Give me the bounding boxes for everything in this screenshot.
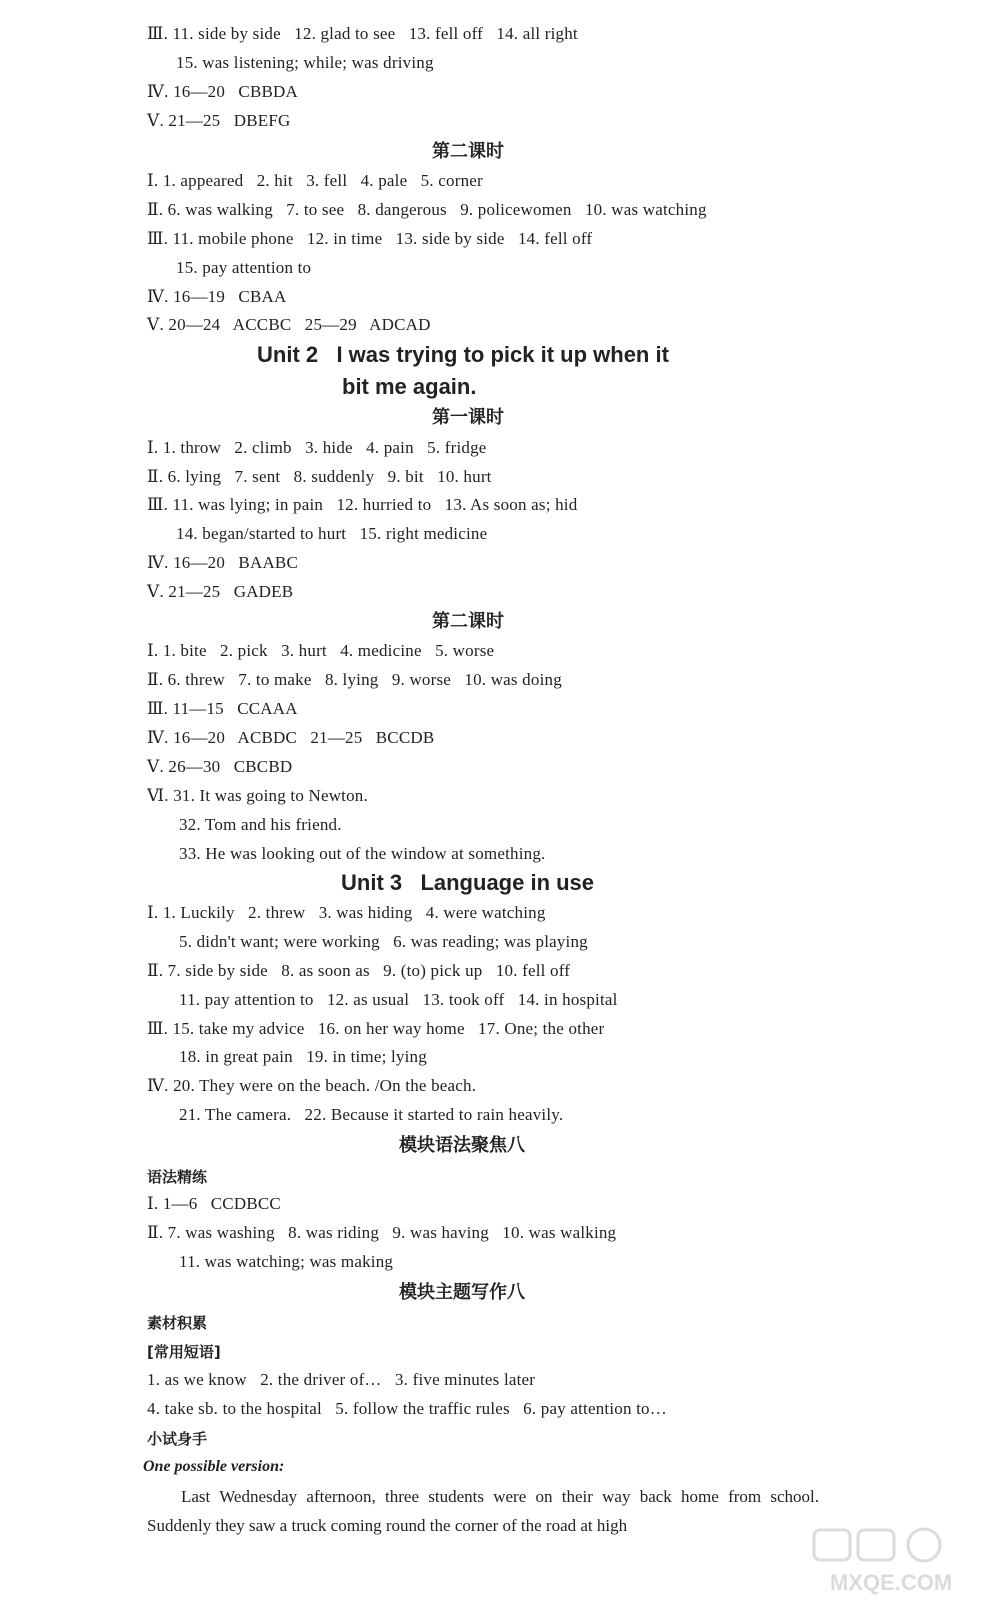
section-label: 小试身手 — [147, 1430, 208, 1448]
answer-line: Ⅰ. 1—6 CCDBCC — [147, 1194, 281, 1213]
lesson-heading: 第二课时 — [432, 141, 504, 162]
answer-line: Ⅴ. 21—25 GADEB — [147, 582, 294, 601]
section-label: 素材积累 — [147, 1314, 208, 1332]
answer-line: 33. He was looking out of the window at something. — [179, 844, 546, 863]
answer-line: Ⅰ. 1. appeared 2. hit 3. fell 4. pale 5. corner — [147, 171, 483, 190]
answer-line: Ⅳ. 16—19 CBAA — [147, 287, 287, 306]
module-heading: 模块语法聚焦八 — [399, 1135, 525, 1156]
answer-line: Ⅴ. 26—30 CBCBD — [147, 757, 293, 776]
answer-line: 11. pay attention to 12. as usual 13. took off 14. in hospital — [179, 990, 618, 1009]
version-label: One possible version: — [143, 1458, 285, 1475]
unit-title-continued: bit me again. — [342, 374, 477, 399]
answer-line: 21. The camera. 22. Because it started to rain heavily. — [179, 1105, 564, 1124]
answer-line: 14. began/started to hurt 15. right medicine — [176, 524, 488, 543]
answer-line: 18. in great pain 19. in time; lying — [179, 1047, 427, 1066]
answer-line: Ⅱ. 6. was walking 7. to see 8. dangerous 9. policewomen 10. was watching — [147, 200, 707, 219]
answer-line: 1. as we know 2. the driver of… 3. five minutes later — [147, 1370, 536, 1389]
module-heading: 模块主题写作八 — [399, 1282, 525, 1303]
answer-line: Ⅲ. 15. take my advice 16. on her way home 17. One; the other — [147, 1019, 605, 1038]
answer-line: Ⅱ. 7. was washing 8. was riding 9. was having 10. was walking — [147, 1223, 617, 1242]
lesson-heading: 第二课时 — [432, 611, 504, 632]
answer-line: Ⅲ. 11. mobile phone 12. in time 13. side by side 14. fell off — [147, 229, 593, 248]
answer-line: 32. Tom and his friend. — [179, 815, 342, 834]
answer-line: Ⅱ. 7. side by side 8. as soon as 9. (to) pick up 10. fell off — [147, 961, 571, 980]
answer-line: Ⅵ. 31. It was going to Newton. — [147, 786, 368, 805]
section-label: 语法精练 — [147, 1168, 208, 1186]
answer-line: Ⅴ. 20—24 ACCBC 25—29 ADCAD — [147, 315, 431, 334]
answer-line: Ⅳ. 16—20 CBBDA — [147, 82, 299, 101]
answer-line: 15. was listening; while; was driving — [176, 53, 434, 72]
answer-line: Ⅳ. 16—20 ACBDC 21—25 BCCDB — [147, 728, 435, 747]
answer-line: Ⅰ. 1. Luckily 2. threw 3. was hiding 4. were watching — [147, 903, 546, 922]
sample-essay-paragraph: Last Wednesday afternoon, three students were on their way back home from school. Suddenly they saw a truck coming round the corner of the road at high — [147, 1487, 819, 1535]
section-label: [常用短语] — [147, 1343, 221, 1361]
answer-line: Ⅴ. 21—25 DBEFG — [147, 111, 291, 130]
watermark-logo — [812, 1526, 992, 1596]
answer-line: 11. was watching; was making — [179, 1252, 394, 1271]
answer-line: 5. didn't want; were working 6. was reading; was playing — [179, 932, 588, 951]
answer-line: 15. pay attention to — [176, 258, 312, 277]
watermark-text: MXQE.COM — [830, 1570, 953, 1595]
answer-line: Ⅰ. 1. throw 2. climb 3. hide 4. pain 5. fridge — [147, 438, 487, 457]
answer-line: Ⅱ. 6. lying 7. sent 8. suddenly 9. bit 10. hurt — [147, 467, 492, 486]
unit-title: Unit 2 I was trying to pick it up when it — [257, 342, 669, 367]
answer-line: 4. take sb. to the hospital 5. follow the traffic rules 6. pay attention to… — [147, 1399, 667, 1418]
answer-line: Ⅱ. 6. threw 7. to make 8. lying 9. worse 10. was doing — [147, 670, 562, 689]
answer-line: Ⅲ. 11—15 CCAAA — [147, 699, 298, 718]
unit-title: Unit 3 Language in use — [341, 870, 595, 895]
lesson-heading: 第一课时 — [432, 407, 504, 428]
answer-line: Ⅳ. 16—20 BAABC — [147, 553, 299, 572]
answer-line: Ⅰ. 1. bite 2. pick 3. hurt 4. medicine 5. worse — [147, 641, 495, 660]
answer-line: Ⅲ. 11. was lying; in pain 12. hurried to 13. As soon as; hid — [147, 495, 578, 514]
answer-line: Ⅳ. 20. They were on the beach. /On the beach. — [147, 1076, 477, 1095]
answer-line: Ⅲ. 11. side by side 12. glad to see 13. fell off 14. all right — [147, 24, 578, 43]
